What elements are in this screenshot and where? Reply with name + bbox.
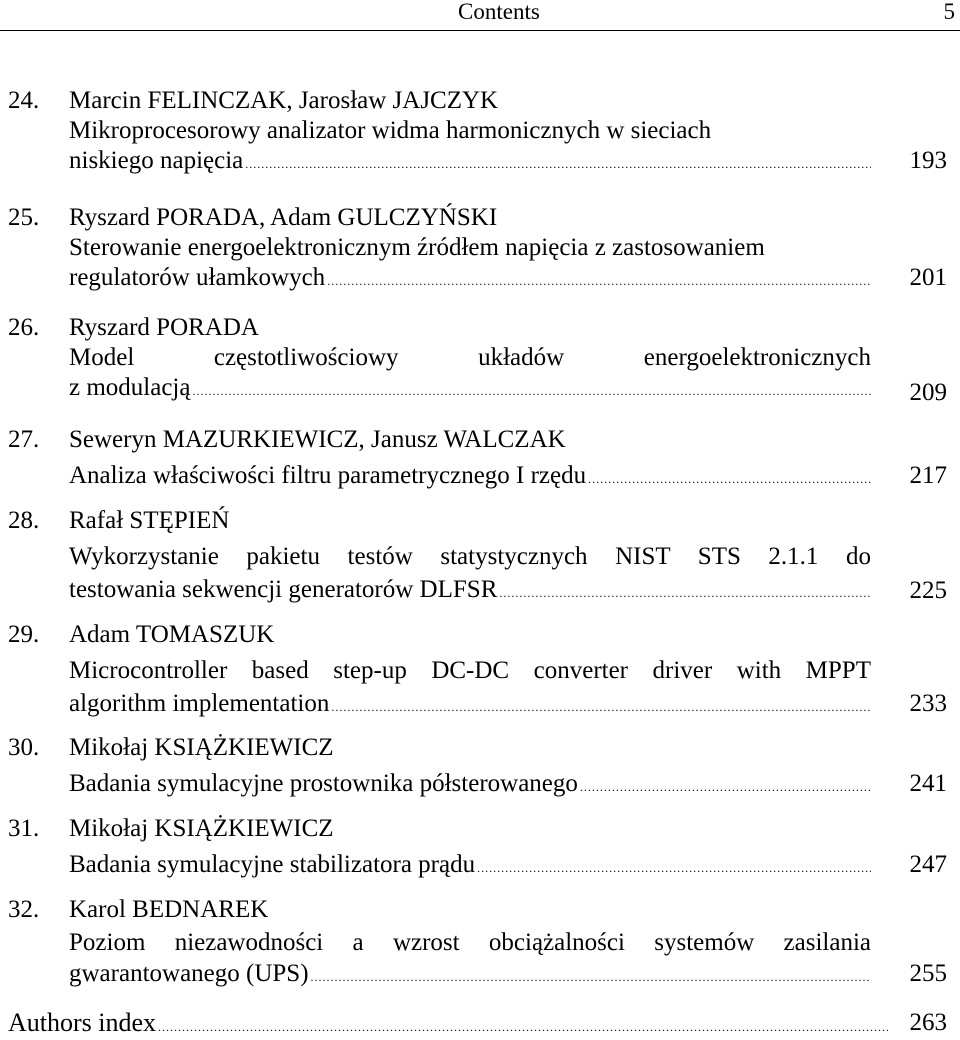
entry-number: 26. bbox=[8, 314, 40, 341]
entry-authors: Adam TOMASZUK bbox=[69, 621, 275, 648]
dot-leader bbox=[499, 578, 871, 605]
entry-authors: Karol BEDNAREK bbox=[69, 896, 269, 923]
entry-page: 217 bbox=[909, 462, 947, 489]
dot-leader bbox=[327, 266, 871, 293]
entry-page: 241 bbox=[909, 770, 947, 797]
dot-leader bbox=[331, 692, 871, 719]
entry-number: 31. bbox=[8, 815, 40, 842]
header-title: Contents bbox=[458, 0, 540, 24]
authors-index-label: Authors index bbox=[8, 1008, 157, 1037]
dot-leader bbox=[311, 962, 871, 989]
entry-title-line: Mikroprocesorowy analizator widma harmonicznych w sieciach bbox=[69, 117, 712, 144]
entry-page: 255 bbox=[909, 960, 947, 987]
entry-title-line: gwarantowanego (UPS) bbox=[69, 960, 309, 987]
entry-authors: Mikołaj KSIĄŻKIEWICZ bbox=[69, 815, 334, 842]
entry-title-line: Microcontroller based step-up DC-DC converter driver with MPPT bbox=[69, 657, 871, 684]
entry-title-line: Sterowanie energoelektronicznym źródłem napięcia z zastosowaniem bbox=[69, 234, 765, 261]
authors-index-page: 263 bbox=[909, 1009, 947, 1036]
entry-authors: Seweryn MAZURKIEWICZ, Janusz WALCZAK bbox=[69, 426, 566, 453]
entry-authors: Ryszard PORADA, Adam GULCZYŃSKI bbox=[69, 204, 498, 231]
entry-title-line: algorithm implementation bbox=[69, 690, 330, 717]
entry-page: 209 bbox=[909, 379, 947, 406]
entry-authors: Ryszard PORADA bbox=[69, 314, 259, 341]
entry-title-line: testowania sekwencji generatorów DLFSR bbox=[69, 576, 498, 603]
running-header bbox=[0, 0, 960, 31]
entry-number: 25. bbox=[8, 204, 40, 231]
header-page-number: 5 bbox=[943, 0, 955, 24]
entry-number: 30. bbox=[8, 734, 40, 761]
dot-leader bbox=[477, 853, 871, 880]
dot-leader bbox=[245, 149, 871, 176]
authors-index-entry[interactable] bbox=[8, 1008, 888, 1040]
entry-page: 233 bbox=[909, 690, 947, 717]
entry-title-line: Wykorzystanie pakietu testów statystycznych NIST STS 2.1.1 do bbox=[69, 543, 871, 570]
entry-title-line: z modulacją bbox=[69, 374, 191, 401]
entry-number: 28. bbox=[8, 507, 40, 534]
entry-page: 201 bbox=[909, 264, 947, 291]
entry-title-line: niskiego napięcia bbox=[69, 147, 244, 174]
dot-leader bbox=[580, 772, 871, 799]
entry-number: 32. bbox=[8, 896, 40, 923]
entry-title-line: Badania symulacyjne prostownika półsterowanego bbox=[69, 770, 578, 797]
entry-number: 29. bbox=[8, 621, 40, 648]
entry-title-line: Poziom niezawodności a wzrost obciążalności systemów zasilania bbox=[69, 929, 871, 956]
entry-page: 247 bbox=[909, 851, 947, 878]
entry-authors: Rafał STĘPIEŃ bbox=[69, 507, 230, 534]
entry-number: 24. bbox=[8, 87, 40, 114]
entry-authors: Marcin FELINCZAK, Jarosław JAJCZYK bbox=[69, 87, 499, 114]
dot-leader bbox=[192, 376, 871, 403]
dot-leader bbox=[158, 1020, 888, 1035]
entry-title-line: Badania symulacyjne stabilizatora prądu bbox=[69, 851, 476, 878]
dot-leader bbox=[588, 464, 871, 491]
entry-title-line: Model częstotliwościowy układów energoelektronicznych bbox=[69, 344, 871, 371]
entry-authors: Mikołaj KSIĄŻKIEWICZ bbox=[69, 734, 334, 761]
entry-page: 225 bbox=[909, 577, 947, 604]
entry-title-line: Analiza właściwości filtru parametrycznego I rzędu bbox=[69, 462, 587, 489]
entry-title-line: regulatorów ułamkowych bbox=[69, 264, 326, 291]
entry-page: 193 bbox=[909, 147, 947, 174]
entry-number: 27. bbox=[8, 426, 40, 453]
